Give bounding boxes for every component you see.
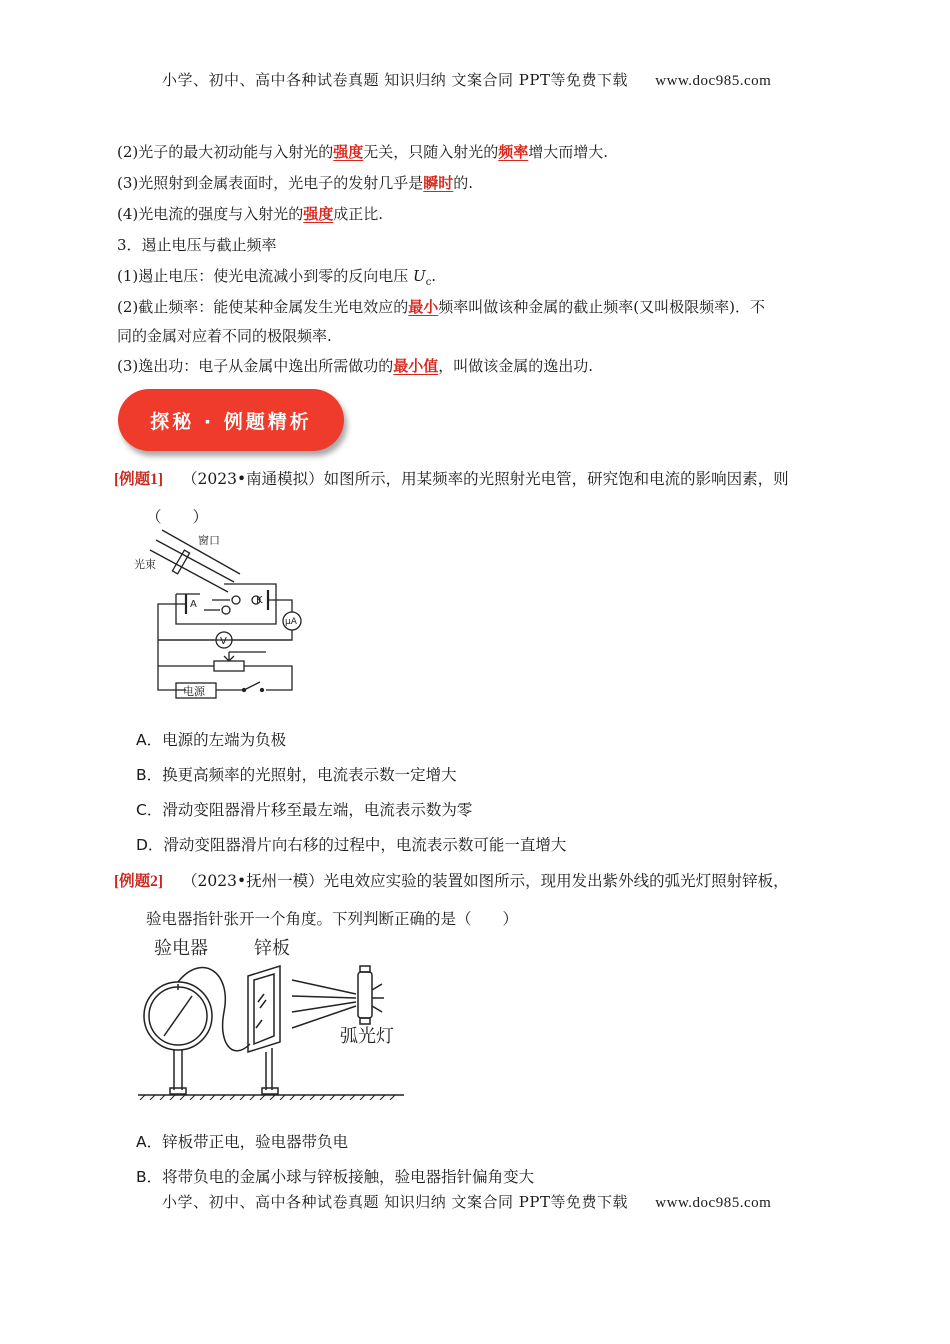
label-electroscope: 验电器	[154, 938, 208, 959]
option-b[interactable]: B．换更高频率的光照射，电流表示数一定增大	[136, 766, 457, 784]
label-anode: A	[190, 599, 197, 610]
label-microammeter: μA	[285, 617, 297, 627]
point-3-1: (1)遏止电压：使光电流减小到零的反向电压 $U_c$.	[117, 267, 437, 288]
zinc-plate-icon	[248, 966, 280, 1052]
light-beam	[156, 540, 234, 582]
point-3-3: (3)逸出功：电子从金属中逸出所需做功的最小值，叫做该金属的逸出功.	[117, 357, 594, 375]
point-3: (3)光照射到金属表面时，光电子的发射几乎是瞬时的.	[117, 174, 474, 192]
option-a[interactable]: A．电源的左端为负极	[136, 731, 287, 749]
electron-icon	[232, 596, 240, 604]
switch	[244, 682, 260, 690]
point-3-2: (2)截止频率：能使某种金属发生光电效应的最小频率叫做该种金属的截止频率(又叫极限频率)．不	[117, 298, 765, 316]
point-3-2-cont: 同的金属对应着不同的极限频率.	[117, 327, 332, 345]
rheostat	[214, 661, 244, 671]
page-footer	[162, 1191, 771, 1212]
header-url[interactable]: www.doc985.com	[655, 73, 772, 89]
point-2: (2)光子的最大初动能与入射光的强度无关，只随入射光的频率增大而增大.	[117, 143, 609, 161]
electroscope-needle	[164, 996, 192, 1036]
page-header	[162, 69, 771, 90]
light-beam	[150, 550, 228, 592]
footer-text: 小学、初中、高中各种试卷真题 知识归纳 文案合同 PPT等免费下载	[162, 1193, 628, 1211]
section-3-title: 3．遏止电压与截止频率	[117, 236, 277, 254]
label-cathode: K	[256, 595, 263, 606]
example-1-stem: [例题1] （2023•南通模拟）如图所示，用某频率的光照射光电管，研究饱和电流的影响因素，则	[114, 470, 789, 488]
option-d[interactable]: D．滑动变阻器滑片向右移的过程中，电流表示数可能一直增大	[136, 836, 567, 854]
option-b[interactable]: B．将带负电的金属小球与锌板接触，验电器指针偏角变大	[136, 1168, 535, 1186]
keyword: 最小	[408, 298, 439, 316]
electron-icon	[222, 606, 230, 614]
label-lamp: 弧光灯	[340, 1026, 394, 1047]
keyword: 频率	[498, 143, 529, 161]
example-1-answer-paren: （ ）	[146, 508, 209, 526]
section-banner	[118, 389, 344, 451]
keyword: 瞬时	[423, 174, 454, 192]
example-1-tag: [例题1]	[114, 471, 164, 488]
label-source: 电源	[183, 685, 205, 698]
electroscope-diagram	[132, 932, 412, 1100]
example-2-stem-cont: 验电器指针张开一个角度。下列判断正确的是（ ）	[146, 910, 519, 928]
label-light: 光束	[134, 558, 156, 571]
option-a[interactable]: A．锌板带正电，验电器带负电	[136, 1133, 349, 1151]
banner-label: 探秘 · 例题精析	[150, 410, 312, 433]
point-4: (4)光电流的强度与入射光的强度成正比.	[117, 205, 384, 223]
option-c[interactable]: C．滑动变阻器滑片移至最左端，电流表示数为零	[136, 801, 473, 819]
keyword: 强度	[303, 205, 334, 223]
photocell-circuit-diagram	[126, 528, 316, 708]
label-voltmeter: V	[220, 636, 227, 647]
header-text: 小学、初中、高中各种试卷真题 知识归纳 文案合同 PPT等免费下载	[162, 71, 628, 89]
footer-url[interactable]: www.doc985.com	[655, 1195, 772, 1211]
label-window: 窗口	[198, 534, 220, 547]
example-2-stem: [例题2] （2023•抚州一模）光电效应实验的装置如图所示，现用发出紫外线的弧光灯照射锌板，	[114, 872, 789, 890]
keyword: 强度	[333, 143, 364, 161]
keyword: 最小值	[393, 357, 439, 375]
example-2-tag: [例题2]	[114, 873, 164, 890]
arc-lamp-icon	[358, 972, 372, 1018]
label-zinc: 锌板	[254, 938, 290, 959]
